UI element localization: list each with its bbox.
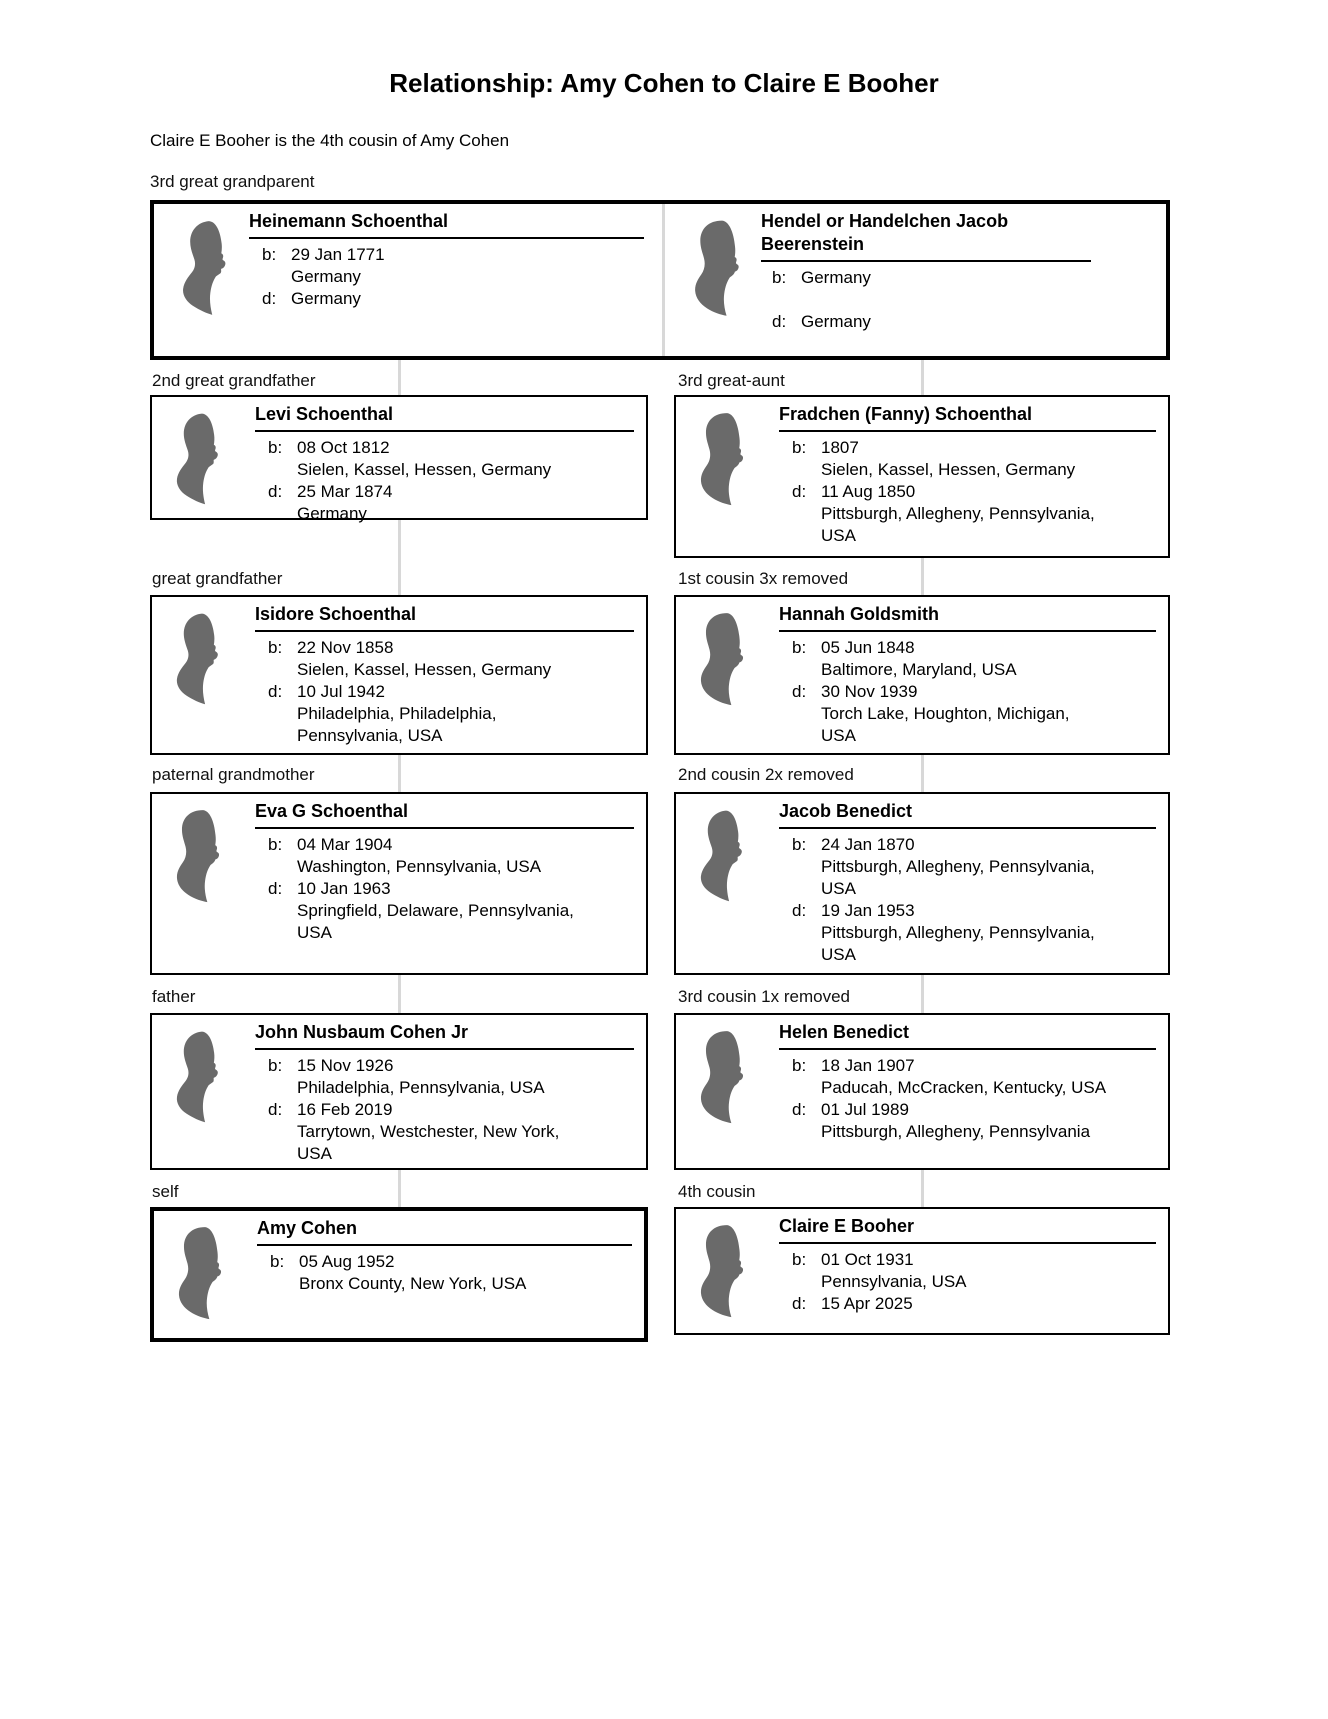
person-name: Amy Cohen (257, 1217, 632, 1246)
person-details (268, 834, 574, 944)
relationship-label: 1st cousin 3x removed (678, 569, 849, 588)
detail-line: d: 01 Jul 1989 (792, 1100, 909, 1119)
detail-line: d: 16 Feb 2019 (268, 1100, 393, 1119)
detail-line: Pittsburgh, Allegheny, Pennsylvania, (821, 504, 1095, 523)
detail-line: Pittsburgh, Allegheny, Pennsylvania, (821, 923, 1095, 942)
female-profile-silhouette-icon (690, 217, 750, 317)
female-profile-silhouette-icon (696, 409, 754, 507)
detail-line: d: 10 Jan 1963 (268, 879, 391, 898)
person-card-levi-schoenthal (150, 395, 648, 523)
person-name: John Nusbaum Cohen Jr (255, 1021, 634, 1050)
detail-line: b: 05 Jun 1848 (792, 638, 915, 657)
relationship-label: paternal grandmother (152, 765, 315, 784)
connector-line (921, 975, 924, 1013)
detail-line: Philadelphia, Pennsylvania, USA (297, 1078, 545, 1097)
person-details (268, 637, 551, 747)
detail-line: USA (297, 1144, 332, 1163)
detail-line: b: 04 Mar 1904 (268, 835, 393, 854)
person-details (268, 1055, 559, 1165)
person-card-eva-schoenthal (150, 792, 648, 975)
relationship-label: father (152, 987, 196, 1006)
relationship-label: 2nd cousin 2x removed (678, 765, 854, 784)
relationship-label: 3rd great-aunt (678, 371, 785, 390)
person-card-hendel-beerenstein (666, 204, 1174, 356)
person-name: Heinemann Schoenthal (249, 210, 644, 239)
detail-line: Torch Lake, Houghton, Michigan, (821, 704, 1070, 723)
person-details (792, 1249, 967, 1315)
female-profile-silhouette-icon (696, 1027, 754, 1125)
detail-line: Pennsylvania, USA (297, 726, 443, 745)
detail-line: Paducah, McCracken, Kentucky, USA (821, 1078, 1107, 1097)
person-card-helen-benedict (674, 1013, 1170, 1170)
person-card-jacob-benedict (674, 792, 1170, 975)
detail-line: Washington, Pennsylvania, USA (297, 857, 542, 876)
detail-line: Sielen, Kassel, Hessen, Germany (297, 460, 552, 479)
page-title: Relationship: Amy Cohen to Claire E Booher (389, 68, 939, 98)
relationship-label: 4th cousin (678, 1182, 756, 1201)
detail-line: USA (821, 526, 856, 545)
person-card-john-cohen-jr (150, 1013, 648, 1170)
person-details (772, 267, 871, 333)
connector-line (921, 755, 924, 792)
relationship-label-root: 3rd great grandparent (150, 172, 315, 191)
detail-line: b: 05 Aug 1952 (270, 1252, 395, 1271)
female-profile-silhouette-icon (172, 806, 230, 904)
detail-line: d: Germany (772, 312, 871, 331)
person-name: Hannah Goldsmith (779, 603, 1156, 632)
detail-line: USA (821, 726, 856, 745)
person-details (792, 437, 1095, 547)
connector-line (398, 1170, 401, 1207)
connector-line (398, 360, 401, 395)
detail-line: Tarrytown, Westchester, New York, (297, 1122, 560, 1141)
male-profile-silhouette-icon (172, 1027, 230, 1125)
detail-line: Germany (291, 267, 361, 286)
detail-line: d: 30 Nov 1939 (792, 682, 918, 701)
connector-line (921, 558, 924, 595)
person-details (270, 1251, 526, 1295)
connector-line (398, 755, 401, 792)
detail-line: b: Germany (772, 268, 871, 287)
detail-line: Sielen, Kassel, Hessen, Germany (821, 460, 1076, 479)
detail-line: d: 10 Jul 1942 (268, 682, 385, 701)
relationship-label: 2nd great grandfather (152, 371, 316, 390)
detail-line: Baltimore, Maryland, USA (821, 660, 1017, 679)
detail-line: Philadelphia, Philadelphia, (297, 704, 497, 723)
detail-line: b: 18 Jan 1907 (792, 1056, 915, 1075)
person-details (262, 244, 385, 310)
connector-line (921, 360, 924, 395)
detail-line: Springfield, Delaware, Pennsylvania, (297, 901, 574, 920)
person-card-amy-cohen (150, 1207, 648, 1342)
person-name: Hendel or Handelchen Jacob Beerenstein (761, 210, 1091, 262)
person-card-hannah-goldsmith (674, 595, 1170, 755)
female-profile-silhouette-icon (174, 1223, 232, 1321)
detail-line: b: 15 Nov 1926 (268, 1056, 394, 1075)
female-profile-silhouette-icon (696, 609, 754, 707)
detail-line (772, 289, 871, 311)
person-details (268, 437, 551, 525)
detail-line: d: 11 Aug 1850 (792, 482, 916, 501)
relationship-summary: Claire E Booher is the 4th cousin of Amy Cohen (150, 131, 510, 150)
connector-line (398, 520, 401, 595)
person-name: Fradchen (Fanny) Schoenthal (779, 403, 1156, 432)
detail-line: Pittsburgh, Allegheny, Pennsylvania, (821, 857, 1095, 876)
detail-line: d: Germany (262, 289, 361, 308)
relationship-label: 3rd cousin 1x removed (678, 987, 850, 1006)
person-details (792, 637, 1070, 747)
detail-line: b: 08 Oct 1812 (268, 438, 390, 457)
detail-line: d: 19 Jan 1953 (792, 901, 915, 920)
person-name: Jacob Benedict (779, 800, 1156, 829)
male-profile-silhouette-icon (178, 217, 238, 317)
person-card-fradchen-schoenthal (674, 395, 1170, 558)
person-card-isidore-schoenthal (150, 595, 648, 755)
detail-line: Sielen, Kassel, Hessen, Germany (297, 660, 552, 679)
person-card-heinemann-schoenthal (154, 204, 666, 356)
detail-line: Germany (297, 504, 367, 523)
person-name: Helen Benedict (779, 1021, 1156, 1050)
person-card-claire-booher (674, 1207, 1170, 1335)
male-profile-silhouette-icon (696, 806, 754, 904)
detail-line: b: 1807 (792, 438, 859, 457)
relationship-label: self (152, 1182, 179, 1201)
person-details (792, 1055, 1106, 1143)
relationship-label: great grandfather (152, 569, 283, 588)
detail-line: b: 22 Nov 1858 (268, 638, 394, 657)
detail-line: d: 15 Apr 2025 (792, 1294, 913, 1313)
detail-line: Pittsburgh, Allegheny, Pennsylvania (821, 1122, 1091, 1141)
detail-line: Bronx County, New York, USA (299, 1274, 527, 1293)
detail-line: USA (821, 945, 856, 964)
detail-line: b: 29 Jan 1771 (262, 245, 385, 264)
detail-line: d: 25 Mar 1874 (268, 482, 393, 501)
person-details (792, 834, 1095, 966)
detail-line: USA (821, 879, 856, 898)
detail-line: b: 24 Jan 1870 (792, 835, 915, 854)
detail-line: b: 01 Oct 1931 (792, 1250, 914, 1269)
person-name: Isidore Schoenthal (255, 603, 634, 632)
person-name: Levi Schoenthal (255, 403, 634, 432)
connector-line (398, 975, 401, 1013)
detail-line: USA (297, 923, 332, 942)
person-card-root-couple (150, 200, 1170, 360)
male-profile-silhouette-icon (172, 409, 230, 507)
connector-line (921, 1170, 924, 1207)
person-name: Claire E Booher (779, 1215, 1156, 1244)
female-profile-silhouette-icon (696, 1221, 754, 1319)
male-profile-silhouette-icon (172, 609, 230, 707)
person-name: Eva G Schoenthal (255, 800, 634, 829)
detail-line: Pennsylvania, USA (821, 1272, 967, 1291)
